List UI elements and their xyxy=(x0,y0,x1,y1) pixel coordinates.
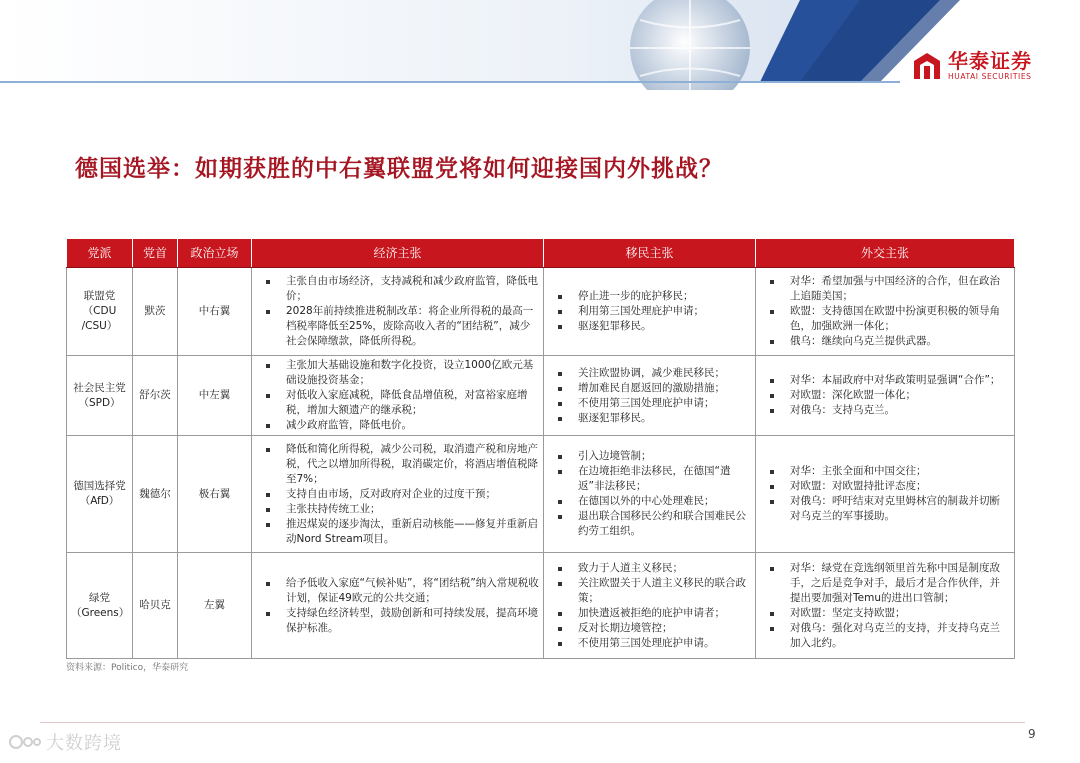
leader-cell: 魏德尔 xyxy=(133,436,178,553)
list-item: 利用第三国处理庇护申请； xyxy=(558,304,751,319)
immigration-cell xyxy=(544,356,756,436)
footer-divider xyxy=(40,722,1025,723)
list-item: 对欧盟：对欧盟持批评态度； xyxy=(770,479,1010,494)
list-item: 不使用第三国处理庇护申请； xyxy=(558,396,751,411)
header-leader: 党首 xyxy=(133,239,178,268)
list-item: 加快遣返被拒绝的庇护申请者； xyxy=(558,606,751,621)
list-item: 给予低收入家庭“气候补贴”，将“团结税”纳入常规税收计划，保证49欧元的公共交通； xyxy=(266,576,539,606)
header-economy: 经济主张 xyxy=(252,239,544,268)
list-item: 减少政府监管，降低电价。 xyxy=(266,418,539,433)
list-item: 主张加大基础设施和数字化投资，设立1000亿欧元基础设施投资基金； xyxy=(266,358,539,388)
page-number: 9 xyxy=(1028,727,1036,741)
huatai-logo-icon xyxy=(912,51,942,81)
list-item: 2028年前持续推进税制改革：将企业所得税的最高一档税率降低至25%，废除高收入者的“团结税”，减少社会保障缴款，降低所得税。 xyxy=(266,304,539,349)
source-note: 资料来源：Politico，华泰研究 xyxy=(66,663,189,673)
list-item: 推迟煤炭的逐步淘汰，重新启动核能——修复并重新启动Nord Stream项目。 xyxy=(266,517,539,547)
list-item: 停止进一步的庇护移民； xyxy=(558,289,751,304)
list-item: 致力于人道主义移民； xyxy=(558,561,751,576)
header-immigration: 移民主张 xyxy=(544,239,756,268)
list-item: 欧盟：支持德国在欧盟中扮演更积极的领导角色，加强欧洲一体化； xyxy=(770,304,1010,334)
list-item: 对华：绿党在竞选纲领里首先称中国是制度敌手，之后是竞争对手，最后才是合作伙伴，并提出要加强对Temu的进出口管制； xyxy=(770,561,1010,606)
stance-cell: 中右翼 xyxy=(178,268,252,356)
stance-cell: 左翼 xyxy=(178,553,252,659)
list-item: 反对长期边境管控； xyxy=(558,621,751,636)
list-item: 对低收入家庭减税，降低食品增值税，对富裕家庭增税，增加大额遗产的继承税； xyxy=(266,388,539,418)
list-item: 对华：主张全面和中国交往； xyxy=(770,464,1010,479)
list-item: 对俄乌：支持乌克兰。 xyxy=(770,403,1010,418)
immigration-cell xyxy=(544,553,756,659)
list-item: 退出联合国移民公约和联合国难民公约劳工组织。 xyxy=(558,509,751,539)
table-header-row xyxy=(67,239,1015,268)
stance-cell: 中左翼 xyxy=(178,356,252,436)
party-cell: 联盟党（CDU /CSU） xyxy=(67,268,133,356)
table-row xyxy=(67,268,1015,356)
watermark xyxy=(8,729,122,755)
list-item: 关注欧盟关于人道主义移民的联合政策； xyxy=(558,576,751,606)
foreign-cell xyxy=(756,553,1015,659)
leader-cell: 哈贝克 xyxy=(133,553,178,659)
header-stance: 政治立场 xyxy=(178,239,252,268)
page-title: 德国选举：如期获胜的中右翼联盟党将如何迎接国内外挑战？ xyxy=(75,156,723,182)
header-party: 党派 xyxy=(67,239,133,268)
foreign-cell xyxy=(756,436,1015,553)
list-item: 对欧盟：坚定支持欧盟； xyxy=(770,606,1010,621)
list-item: 在德国以外的中心处理难民； xyxy=(558,494,751,509)
list-item: 引入边境管制； xyxy=(558,449,751,464)
party-cell: 绿党（Greens） xyxy=(67,553,133,659)
list-item: 支持绿色经济转型，鼓励创新和可持续发展，提高环境保护标准。 xyxy=(266,606,539,636)
list-item: 降低和简化所得税，减少公司税，取消遗产税和房地产税，代之以增加所得税，取消碳定价，将酒店增值税降至7%； xyxy=(266,442,539,487)
list-item: 支持自由市场，反对政府对企业的过度干预； xyxy=(266,487,539,502)
header-foreign: 外交主张 xyxy=(756,239,1015,268)
party-comparison-table xyxy=(66,238,1015,659)
brand-logo xyxy=(912,50,1032,81)
list-item: 在边境拒绝非法移民，在德国“遣返”非法移民； xyxy=(558,464,751,494)
list-item: 对欧盟：深化欧盟一体化； xyxy=(770,388,1010,403)
party-cell: 德国选择党（AfD） xyxy=(67,436,133,553)
list-item: 俄乌：继续向乌克兰提供武器。 xyxy=(770,334,1010,349)
list-item: 关注欧盟协调，减少难民移民； xyxy=(558,366,751,381)
list-item: 主张自由市场经济，支持减税和减少政府监管，降低电价； xyxy=(266,274,539,304)
leader-cell: 默茨 xyxy=(133,268,178,356)
list-item: 增加难民自愿返回的激励措施； xyxy=(558,381,751,396)
list-item: 驱逐犯罪移民。 xyxy=(558,411,751,426)
table-row xyxy=(67,436,1015,553)
immigration-cell xyxy=(544,268,756,356)
immigration-cell xyxy=(544,436,756,553)
list-item: 对华：本届政府中对华政策明显强调“合作”； xyxy=(770,373,1010,388)
leader-cell: 舒尔茨 xyxy=(133,356,178,436)
foreign-cell xyxy=(756,356,1015,436)
economy-cell xyxy=(252,436,544,553)
list-item: 对俄乌：呼吁结束对克里姆林宫的制裁并切断对乌克兰的军事援助。 xyxy=(770,494,1010,524)
economy-cell xyxy=(252,356,544,436)
brand-name-en: HUATAI SECURITIES xyxy=(948,72,1032,81)
economy-cell xyxy=(252,268,544,356)
list-item: 驱逐犯罪移民。 xyxy=(558,319,751,334)
watermark-logo-icon xyxy=(8,731,42,753)
brand-name-cn: 华泰证券 xyxy=(948,49,1032,73)
watermark-text: 大数跨境 xyxy=(46,733,122,754)
stance-cell: 极右翼 xyxy=(178,436,252,553)
list-item: 对华：希望加强与中国经济的合作，但在政治上追随美国； xyxy=(770,274,1010,304)
list-item: 对俄乌：强化对乌克兰的支持，并支持乌克兰加入北约。 xyxy=(770,621,1010,651)
list-item: 主张扶持传统工业； xyxy=(266,502,539,517)
economy-cell xyxy=(252,553,544,659)
table-row xyxy=(67,553,1015,659)
foreign-cell xyxy=(756,268,1015,356)
list-item: 不使用第三国处理庇护申请。 xyxy=(558,636,751,651)
table-row xyxy=(67,356,1015,436)
party-cell: 社会民主党（SPD） xyxy=(67,356,133,436)
